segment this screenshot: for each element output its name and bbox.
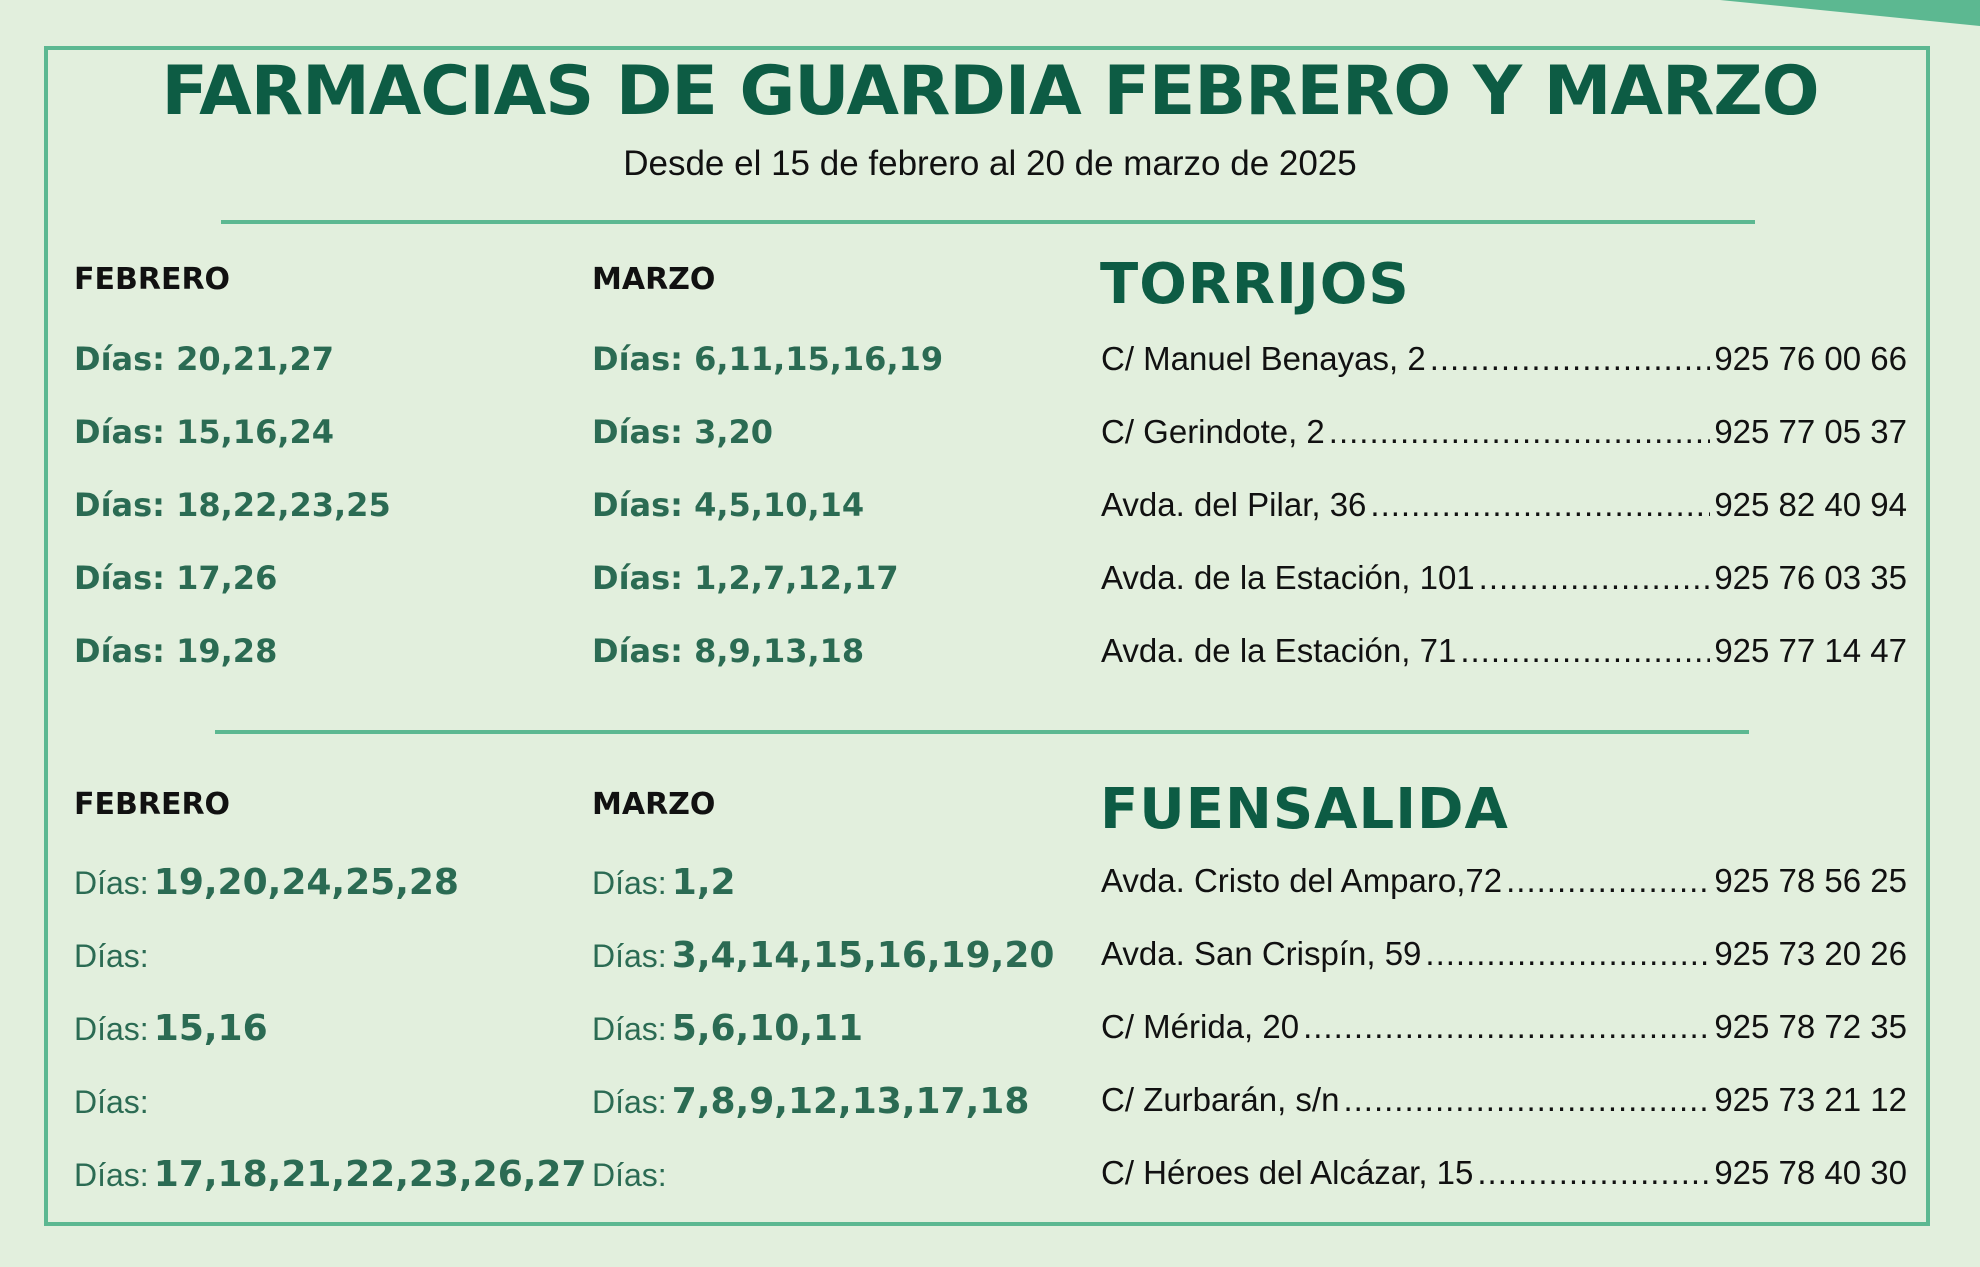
feb-days — [74, 1081, 149, 1122]
feb-days-label: Días: — [74, 413, 165, 451]
page-title: FARMACIAS DE GUARDIA FEBRERO Y MARZO — [161, 52, 1819, 131]
mar-days-label: Días: — [592, 1157, 667, 1193]
mar-days-label: Días: — [592, 340, 683, 378]
pharmacy-phone: 925 78 40 30 — [1714, 1154, 1907, 1191]
feb-days-label: Días: — [74, 865, 149, 901]
address-line — [1101, 486, 1907, 524]
pharmacy-row — [0, 413, 1980, 463]
pharmacy-phone: 925 78 56 25 — [1714, 862, 1907, 899]
pharmacy-row — [0, 1081, 1980, 1131]
mar-days-value: 4,5,10,14 — [694, 486, 865, 524]
address-line — [1101, 559, 1907, 597]
mar-days — [592, 632, 864, 670]
leader-dots — [1460, 632, 1710, 670]
address-line — [1101, 413, 1907, 451]
pharmacy-address: Avda. San Crispín, 59 — [1101, 935, 1422, 972]
mar-days-value: 3,4,14,15,16,19,20 — [671, 935, 1055, 976]
pharmacy-row — [0, 1154, 1980, 1204]
feb-days-value: 18,22,23,25 — [176, 486, 391, 524]
mar-days-label: Días: — [592, 865, 667, 901]
pharmacy-row — [0, 559, 1980, 609]
feb-days — [74, 486, 391, 524]
corner-decoration — [1680, 0, 1980, 30]
mar-days-value: 5,6,10,11 — [671, 1008, 864, 1049]
mar-days-value: 3,20 — [694, 413, 774, 451]
pharmacy-address: C/ Mérida, 20 — [1101, 1008, 1300, 1045]
mar-days — [592, 413, 773, 451]
page-subtitle: Desde el 15 de febrero al 20 de marzo de 2025 — [623, 144, 1357, 183]
feb-days — [74, 1154, 587, 1195]
leader-dots — [1479, 559, 1711, 597]
leader-dots — [1343, 1081, 1710, 1119]
address-line — [1101, 1081, 1907, 1119]
pharmacy-phone: 925 77 05 37 — [1714, 413, 1907, 450]
divider-top — [221, 220, 1755, 224]
leader-dots — [1370, 486, 1710, 524]
pharmacy-row — [0, 935, 1980, 985]
mar-days — [592, 340, 943, 378]
pharmacy-address: Avda. de la Estación, 101 — [1101, 559, 1475, 596]
pharmacy-phone: 925 77 14 47 — [1714, 632, 1907, 669]
feb-days-label: Días: — [74, 1084, 149, 1120]
mar-days-label: Días: — [592, 559, 683, 597]
feb-days-label: Días: — [74, 632, 165, 670]
pharmacy-address: C/ Gerindote, 2 — [1101, 413, 1325, 450]
pharmacy-row — [0, 340, 1980, 390]
town-heading: TORRIJOS — [1100, 252, 1410, 317]
pharmacy-phone: 925 76 00 66 — [1714, 340, 1907, 377]
pharmacy-phone: 925 82 40 94 — [1714, 486, 1907, 523]
address-line — [1101, 862, 1907, 900]
pharmacy-address: Avda. de la Estación, 71 — [1101, 632, 1457, 669]
feb-days-value: 19,20,24,25,28 — [153, 862, 459, 903]
divider-middle — [215, 730, 1749, 734]
leader-dots — [1425, 935, 1710, 973]
leader-dots — [1506, 862, 1710, 900]
leader-dots — [1329, 413, 1711, 451]
mar-days — [592, 1154, 667, 1195]
leader-dots — [1477, 1154, 1710, 1192]
pharmacy-row — [0, 486, 1980, 536]
mar-days-value: 7,8,9,12,13,17,18 — [671, 1081, 1030, 1122]
feb-days-value: 15,16,24 — [176, 413, 335, 451]
address-line — [1101, 935, 1907, 973]
mar-days-label: Días: — [592, 938, 667, 974]
feb-days-label: Días: — [74, 1157, 149, 1193]
leader-dots — [1430, 340, 1711, 378]
feb-days — [74, 632, 277, 670]
column-header-febrero: FEBRERO — [74, 262, 231, 297]
pharmacy-row — [0, 632, 1980, 682]
feb-days-label: Días: — [74, 938, 149, 974]
feb-days — [74, 1008, 268, 1049]
pharmacy-phone: 925 78 72 35 — [1714, 1008, 1907, 1045]
feb-days-label: Días: — [74, 1011, 149, 1047]
mar-days-label: Días: — [592, 1084, 667, 1120]
mar-days-label: Días: — [592, 1011, 667, 1047]
mar-days — [592, 862, 736, 903]
feb-days — [74, 413, 334, 451]
pharmacy-phone: 925 73 21 12 — [1714, 1081, 1907, 1118]
pharmacy-address: Avda. Cristo del Amparo,72 — [1101, 862, 1503, 899]
mar-days-label: Días: — [592, 632, 683, 670]
feb-days-value: 15,16 — [153, 1008, 268, 1049]
feb-days — [74, 862, 459, 903]
pharmacy-address: C/ Zurbarán, s/n — [1101, 1081, 1340, 1118]
pharmacy-address: C/ Manuel Benayas, 2 — [1101, 340, 1426, 377]
mar-days-label: Días: — [592, 413, 683, 451]
mar-days — [592, 1008, 863, 1049]
column-header-marzo: MARZO — [592, 787, 716, 822]
mar-days-value: 6,11,15,16,19 — [694, 340, 944, 378]
town-heading: FUENSALIDA — [1100, 777, 1509, 842]
address-line — [1101, 632, 1907, 670]
address-line — [1101, 340, 1907, 378]
pharmacy-address: Avda. del Pilar, 36 — [1101, 486, 1367, 523]
mar-days — [592, 1081, 1029, 1122]
leader-dots — [1303, 1008, 1710, 1046]
feb-days-label: Días: — [74, 486, 165, 524]
feb-days-value: 17,26 — [176, 559, 278, 597]
column-header-marzo: MARZO — [592, 262, 716, 297]
feb-days-value: 17,18,21,22,23,26,27 — [153, 1154, 587, 1195]
mar-days-value: 8,9,13,18 — [694, 632, 865, 670]
pharmacy-row — [0, 862, 1980, 912]
feb-days — [74, 340, 334, 378]
feb-days-value: 20,21,27 — [176, 340, 335, 378]
pharmacy-row — [0, 1008, 1980, 1058]
address-line — [1101, 1008, 1907, 1046]
feb-days — [74, 559, 277, 597]
feb-days — [74, 935, 149, 976]
pharmacy-address: C/ Héroes del Alcázar, 15 — [1101, 1154, 1474, 1191]
mar-days-label: Días: — [592, 486, 683, 524]
mar-days — [592, 935, 1054, 976]
column-header-febrero: FEBRERO — [74, 787, 231, 822]
mar-days — [592, 486, 864, 524]
feb-days-value: 19,28 — [176, 632, 278, 670]
address-line — [1101, 1154, 1907, 1192]
pharmacy-phone: 925 76 03 35 — [1714, 559, 1907, 596]
mar-days-value: 1,2 — [671, 862, 736, 903]
feb-days-label: Días: — [74, 340, 165, 378]
mar-days-value: 1,2,7,12,17 — [694, 559, 899, 597]
pharmacy-phone: 925 73 20 26 — [1714, 935, 1907, 972]
mar-days — [592, 559, 899, 597]
feb-days-label: Días: — [74, 559, 165, 597]
